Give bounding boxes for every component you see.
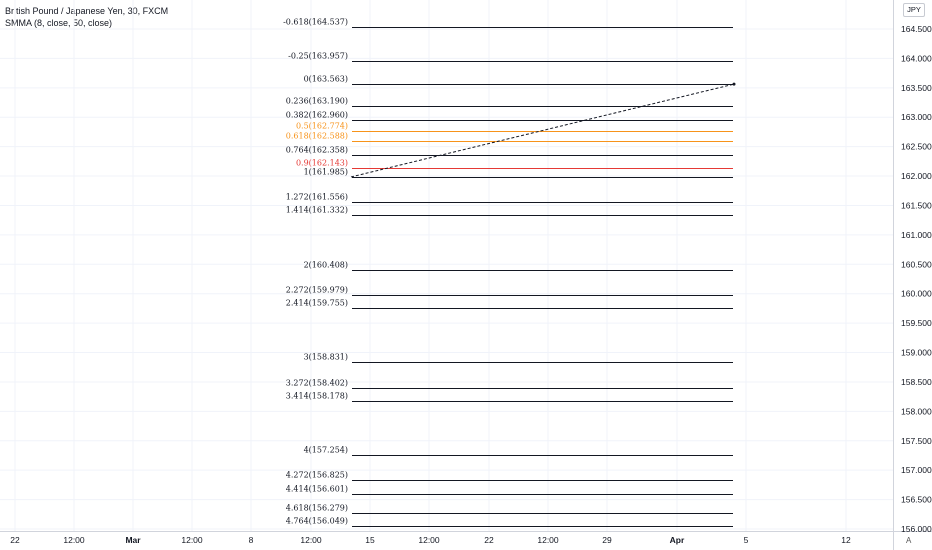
fib-level-label: 4.764(156.049)	[285, 516, 348, 526]
fib-level-label: 0.764(162.358)	[285, 145, 348, 155]
currency-badge[interactable]: JPY	[903, 3, 925, 17]
fib-level-label: -0.25(163.957)	[288, 51, 348, 61]
x-tick-label: Mar	[125, 535, 141, 545]
y-tick-label: 164.000	[901, 53, 932, 64]
fib-level-label: 1.414(161.332)	[285, 205, 348, 215]
x-tick-label: 12:00	[181, 535, 203, 545]
fib-level-label: 0(163.563)	[303, 74, 348, 84]
y-tick-label: 156.500	[901, 494, 932, 505]
fib-level-label: -0.618(164.537)	[283, 17, 348, 27]
fib-level-label: 4.618(156.279)	[285, 503, 348, 513]
x-tick-label: Apr	[669, 535, 685, 545]
fib-level-label: 0.382(162.960)	[285, 110, 348, 120]
fib-level-label: 4.272(156.825)	[285, 470, 348, 480]
y-tick-label: 159.000	[901, 347, 932, 358]
fib-level-label: 1.272(161.556)	[285, 192, 348, 202]
auto-scale-button[interactable]: A	[906, 536, 912, 545]
x-tick-label: 8	[248, 535, 254, 545]
fib-level-label: 1(161.985)	[303, 167, 348, 177]
y-tick-label: 161.500	[901, 200, 932, 211]
fib-level-label: 2(160.408)	[303, 260, 348, 270]
x-tick-label: 22	[10, 535, 20, 545]
trend-line-endpoint[interactable]	[733, 83, 736, 86]
fib-level-label: 4(157.254)	[303, 445, 348, 455]
y-tick-label: 164.500	[901, 24, 932, 34]
x-tick-label: 12	[841, 535, 851, 545]
x-tick-label: 12:00	[537, 535, 559, 545]
fib-level-label: 0.618(162.588)	[285, 131, 348, 141]
y-tick-label: 157.000	[901, 465, 932, 476]
fib-level-label: 0.9(162.143)	[295, 158, 348, 168]
x-tick-label: 29	[602, 535, 612, 545]
y-tick-label: 163.000	[901, 112, 932, 123]
fib-level-label: 2.272(159.979)	[285, 285, 348, 295]
x-tick-label: 12:00	[300, 535, 322, 545]
fib-level-label: 3.414(158.178)	[285, 391, 348, 401]
x-tick-label: 12:00	[63, 535, 85, 545]
x-tick-label: 15	[365, 535, 375, 545]
y-tick-label: 160.000	[901, 288, 932, 299]
y-tick-label: 162.500	[901, 141, 932, 152]
y-tick-label: 160.500	[901, 259, 932, 270]
y-tick-label: 158.500	[901, 376, 932, 387]
y-tick-label: 159.500	[901, 318, 932, 329]
chart-title: British Pound / Japanese Yen, 30, FXCM	[5, 6, 169, 16]
fib-level-label: 3.272(158.402)	[285, 378, 348, 388]
x-tick-label: 12:00	[418, 535, 440, 545]
fib-level-label: 2.414(159.755)	[285, 298, 348, 308]
x-tick-label: 22	[484, 535, 494, 545]
fib-level-label: 0.5(162.774)	[295, 121, 348, 131]
fib-level-label: 0.236(163.190)	[285, 96, 348, 106]
indicator-legend[interactable]: SMMA (8, close, 50, close)	[5, 18, 113, 28]
y-tick-label: 157.500	[901, 435, 932, 446]
y-tick-label: 163.500	[901, 82, 932, 93]
x-tick-label: 5	[743, 535, 749, 545]
y-tick-label: 162.000	[901, 171, 932, 182]
fib-level-label: 4.414(156.601)	[285, 484, 348, 494]
y-tick-label: 158.000	[901, 406, 932, 417]
y-tick-label: 161.000	[901, 229, 932, 240]
fib-level-label: 3(158.831)	[303, 352, 348, 362]
y-tick-label: 156.000	[901, 524, 932, 534]
